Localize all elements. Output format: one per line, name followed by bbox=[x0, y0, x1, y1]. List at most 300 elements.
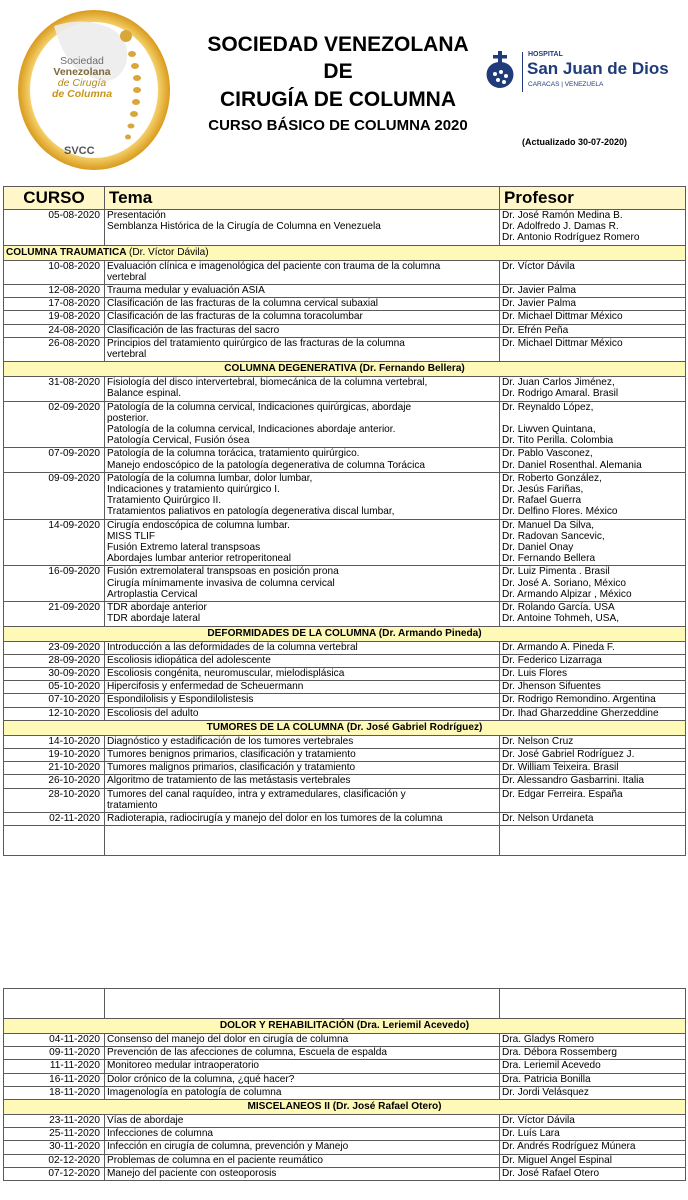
session-topic bbox=[105, 775, 500, 788]
section-header bbox=[4, 626, 686, 641]
session-topic bbox=[105, 788, 500, 812]
session-topic bbox=[105, 654, 500, 667]
title-line-1: SOCIEDAD VENEZOLANA bbox=[207, 33, 469, 56]
logo-acronym: SVCC bbox=[64, 145, 95, 157]
session-date: 02-11-2020 bbox=[4, 812, 105, 825]
title-line-2: DE bbox=[323, 60, 353, 83]
blank-row bbox=[4, 826, 686, 856]
session-topic bbox=[105, 1154, 500, 1167]
blank-cell bbox=[500, 826, 686, 856]
section-title: TUMORES DE LA COLUMNA bbox=[206, 721, 344, 733]
table-header-row bbox=[4, 187, 686, 210]
session-date: 31-08-2020 bbox=[4, 377, 105, 401]
professor-line: Dr. Daniel Onay bbox=[502, 542, 574, 554]
session-professor bbox=[500, 1167, 686, 1180]
topic-line: posterior. bbox=[107, 412, 149, 424]
session-professor bbox=[500, 654, 686, 667]
topic-line: vertebral bbox=[107, 349, 147, 361]
section-header-row bbox=[4, 626, 686, 641]
pomegranate-cross-icon bbox=[482, 50, 518, 90]
table-row bbox=[4, 641, 686, 654]
session-topic bbox=[105, 762, 500, 775]
session-date: 26-08-2020 bbox=[4, 337, 105, 361]
session-professor bbox=[500, 602, 686, 626]
document-header bbox=[0, 0, 688, 182]
session-professor bbox=[500, 260, 686, 284]
table-row bbox=[4, 566, 686, 602]
session-professor bbox=[500, 762, 686, 775]
topic-line: Infecciones de columna bbox=[107, 1128, 214, 1140]
table-row bbox=[4, 1086, 686, 1099]
session-topic bbox=[105, 210, 500, 246]
table-row bbox=[4, 1115, 686, 1128]
session-date: 28-10-2020 bbox=[4, 788, 105, 812]
topic-line: Patología de la columna cervical, Indicaciones quirúrgicas, abordaje bbox=[107, 401, 412, 413]
topic-line: Patología Cervical, Fusión ósea bbox=[107, 435, 250, 447]
professor-line: Dr. Antonio Rodríguez Romero bbox=[502, 232, 640, 244]
topic-line: Escoliosis congénita, neuromuscular, mielodisplásica bbox=[107, 667, 345, 679]
table-row bbox=[4, 667, 686, 680]
topic-line: Vías de abordaje bbox=[107, 1115, 184, 1127]
session-date: 07-12-2020 bbox=[4, 1167, 105, 1180]
professor-line: Dr. Nelson Urdaneta bbox=[502, 812, 594, 824]
professor-line: Dr. Alessandro Gasbarrini. Italia bbox=[502, 775, 644, 787]
table-row bbox=[4, 519, 686, 566]
topic-line: vertebral bbox=[107, 271, 147, 283]
professor-line: Dr. Roberto González, bbox=[502, 472, 602, 484]
section-header bbox=[4, 1100, 686, 1115]
logo-line-4: de Columna bbox=[51, 88, 113, 100]
table-row bbox=[4, 812, 686, 825]
session-topic bbox=[105, 1141, 500, 1154]
session-topic bbox=[105, 1073, 500, 1086]
topic-line: Imagenología en patología de columna bbox=[107, 1086, 282, 1098]
topic-line: Escoliosis idiopática del adolescente bbox=[107, 654, 271, 666]
session-topic bbox=[105, 285, 500, 298]
section-header-row bbox=[4, 245, 686, 260]
logo-line-2: Venezolana bbox=[53, 66, 111, 78]
topic-line: tratamiento bbox=[107, 799, 158, 811]
topic-line: Clasificación de las fracturas del sacro bbox=[107, 324, 280, 336]
session-topic bbox=[105, 1060, 500, 1073]
session-topic bbox=[105, 681, 500, 694]
section-leader: (Dr. José Gabriel Rodríguez) bbox=[346, 721, 483, 733]
session-professor bbox=[500, 681, 686, 694]
session-professor bbox=[500, 788, 686, 812]
table-row bbox=[4, 1141, 686, 1154]
session-topic bbox=[105, 707, 500, 720]
session-professor bbox=[500, 311, 686, 324]
table-row bbox=[4, 401, 686, 448]
topic-line: Manejo endoscópico de la patología degenerativa de columna Torácica bbox=[107, 459, 425, 471]
session-professor bbox=[500, 748, 686, 761]
professor-line: Dra. Patricia Bonilla bbox=[502, 1073, 591, 1085]
session-date: 11-11-2020 bbox=[4, 1060, 105, 1073]
professor-line: Dr. Manuel Da Silva, bbox=[502, 519, 595, 531]
schedule-body bbox=[4, 210, 686, 856]
session-date: 14-09-2020 bbox=[4, 519, 105, 566]
session-professor bbox=[500, 1060, 686, 1073]
session-topic bbox=[105, 298, 500, 311]
table-row bbox=[4, 762, 686, 775]
professor-line: Dr. Armando A. Pineda F. bbox=[502, 641, 615, 653]
topic-line: Balance espinal. bbox=[107, 388, 182, 400]
title-line-3: CIRUGÍA DE COLUMNA bbox=[219, 88, 457, 111]
professor-line bbox=[502, 413, 683, 424]
session-date: 28-09-2020 bbox=[4, 654, 105, 667]
session-professor bbox=[500, 285, 686, 298]
professor-line: Dr. Federico Lizarraga bbox=[502, 654, 602, 666]
page-break bbox=[0, 938, 688, 988]
hospital-name: San Juan de Dios bbox=[527, 59, 669, 78]
session-professor bbox=[500, 1128, 686, 1141]
table-row bbox=[4, 654, 686, 667]
session-topic bbox=[105, 519, 500, 566]
professor-line: Dra. Gladys Romero bbox=[502, 1034, 594, 1045]
session-date: 17-08-2020 bbox=[4, 298, 105, 311]
professor-line: Dr. Nelson Cruz bbox=[502, 735, 574, 747]
session-date: 04-11-2020 bbox=[4, 1034, 105, 1047]
session-topic bbox=[105, 1086, 500, 1099]
session-topic bbox=[105, 667, 500, 680]
table-row bbox=[4, 681, 686, 694]
section-header bbox=[4, 1019, 686, 1034]
session-topic bbox=[105, 641, 500, 654]
topic-line: Escoliosis del adulto bbox=[107, 707, 199, 719]
session-topic bbox=[105, 1047, 500, 1060]
professor-line: Dr. Miguel Ángel Espinal bbox=[502, 1154, 612, 1166]
section-title: COLUMNA DEGENERATIVA bbox=[224, 363, 357, 375]
session-date: 02-12-2020 bbox=[4, 1154, 105, 1167]
professor-line: Dr. José Gabriel Rodríguez J. bbox=[502, 748, 635, 760]
blank-cell bbox=[4, 826, 105, 856]
session-professor bbox=[500, 448, 686, 472]
session-date: 05-10-2020 bbox=[4, 681, 105, 694]
blank-cell bbox=[500, 989, 686, 1019]
session-date: 07-09-2020 bbox=[4, 448, 105, 472]
session-topic bbox=[105, 602, 500, 626]
section-leader: (Dr. Víctor Dávila) bbox=[128, 246, 209, 258]
topic-line: Diagnóstico y estadificación de los tumores vertebrales bbox=[107, 735, 354, 747]
session-date: 30-09-2020 bbox=[4, 667, 105, 680]
professor-line: Dr. Jordi Velásquez bbox=[502, 1086, 589, 1098]
topic-line: Prevención de las afecciones de columna, Escuela de espalda bbox=[107, 1047, 387, 1059]
session-date: 02-09-2020 bbox=[4, 401, 105, 448]
session-topic bbox=[105, 324, 500, 337]
session-date: 09-09-2020 bbox=[4, 472, 105, 519]
blank-row bbox=[4, 989, 686, 1019]
session-topic bbox=[105, 735, 500, 748]
session-professor bbox=[500, 694, 686, 707]
topic-line: Semblanza Histórica de la Cirugía de Columna en Venezuela bbox=[107, 221, 381, 233]
professor-line: Dr. Edgar Ferreira. España bbox=[502, 788, 623, 800]
hospital-city: CARACAS | VENEZUELA bbox=[528, 81, 604, 88]
topic-line: Tumores malignos primarios, clasificación y tratamiento bbox=[107, 762, 356, 774]
session-professor bbox=[500, 667, 686, 680]
session-topic bbox=[105, 1128, 500, 1141]
topic-line: Tumores del canal raquídeo, intra y extramedulares, clasificación y bbox=[107, 788, 406, 800]
table-row bbox=[4, 1167, 686, 1180]
professor-line: Dr. Víctor Dávila bbox=[502, 260, 575, 272]
table-row bbox=[4, 602, 686, 626]
session-topic bbox=[105, 472, 500, 519]
professor-line: Dr. Juan Carlos Jiménez, bbox=[502, 377, 615, 389]
professor-line: Dr. Michael Dittmar México bbox=[502, 337, 623, 349]
hospital-separator bbox=[522, 52, 523, 92]
table-row bbox=[4, 1060, 686, 1073]
professor-line: Dr. Fernando Bellera bbox=[502, 553, 596, 565]
professor-line: Dr. Reynaldo López, bbox=[502, 401, 594, 413]
updated-date: (Actualizado 30-07-2020) bbox=[522, 137, 628, 147]
professor-line: Dr. William Teixeira. Brasil bbox=[502, 762, 619, 774]
professor-line: Dr. Javier Palma bbox=[502, 285, 577, 297]
session-professor bbox=[500, 324, 686, 337]
blank-cell bbox=[105, 989, 500, 1019]
session-date: 19-10-2020 bbox=[4, 748, 105, 761]
topic-line: Infección en cirugía de columna, prevención y Manejo bbox=[107, 1141, 349, 1153]
topic-line: Tratamiento Quirúrgico II. bbox=[107, 495, 222, 507]
session-professor bbox=[500, 298, 686, 311]
session-professor bbox=[500, 1047, 686, 1060]
section-header bbox=[4, 245, 686, 260]
table-row bbox=[4, 788, 686, 812]
professor-line: Dr. Delfino Flores. México bbox=[502, 506, 618, 518]
session-date: 07-10-2020 bbox=[4, 694, 105, 707]
session-date: 18-11-2020 bbox=[4, 1086, 105, 1099]
session-date: 16-11-2020 bbox=[4, 1073, 105, 1086]
table-row bbox=[4, 311, 686, 324]
topic-line: Fusión extremolateral transpsoas en posición prona bbox=[107, 566, 339, 578]
section-title: DOLOR Y REHABILITACIÓN bbox=[219, 1020, 354, 1031]
session-professor bbox=[500, 1154, 686, 1167]
column-header-professor: Profesor bbox=[500, 187, 686, 210]
professor-line: Dr. Rolando García. USA bbox=[502, 602, 615, 614]
professor-line: Dr. Pablo Vasconez, bbox=[502, 448, 593, 460]
topic-line: Radioterapia, radiocirugía y manejo del dolor en los tumores de la columna bbox=[107, 812, 443, 824]
professor-line: Dr. Michael Dittmar México bbox=[502, 311, 623, 323]
table-row bbox=[4, 1034, 686, 1047]
topic-line: TDR abordaje anterior bbox=[107, 602, 207, 614]
table-row bbox=[4, 735, 686, 748]
session-date: 09-11-2020 bbox=[4, 1047, 105, 1060]
session-date: 19-08-2020 bbox=[4, 311, 105, 324]
professor-line: Dr. José Rafael Otero bbox=[502, 1167, 600, 1179]
logo-line-3: de Cirugía bbox=[57, 77, 107, 89]
table-row bbox=[4, 337, 686, 361]
table-row bbox=[4, 210, 686, 246]
session-date: 23-09-2020 bbox=[4, 641, 105, 654]
professor-line: Dr. José A. Soriano, México bbox=[502, 577, 626, 589]
session-date: 12-08-2020 bbox=[4, 285, 105, 298]
logo-text bbox=[32, 56, 132, 100]
professor-line: Dr. Javier Palma bbox=[502, 298, 577, 310]
section-title: COLUMNA TRAUMATICA bbox=[6, 246, 127, 258]
topic-line: Espondilolisis y Espondilolistesis bbox=[107, 694, 254, 706]
session-professor bbox=[500, 210, 686, 246]
session-topic bbox=[105, 1034, 500, 1047]
table-row bbox=[4, 298, 686, 311]
professor-line: Dr. Armando Alpizar , México bbox=[502, 588, 632, 600]
session-professor bbox=[500, 401, 686, 448]
professor-line: Dr. Tito Perilla. Colombia bbox=[502, 435, 614, 447]
professor-line: Dr. Ihad Gharzeddine Gherzeddine bbox=[502, 707, 659, 719]
session-professor bbox=[500, 472, 686, 519]
table-row bbox=[4, 694, 686, 707]
column-header-course: CURSO bbox=[4, 187, 105, 210]
topic-line: Cirugía endoscópica de columna lumbar. bbox=[107, 519, 290, 531]
topic-line: TDR abordaje lateral bbox=[107, 613, 201, 625]
session-date: 05-08-2020 bbox=[4, 210, 105, 246]
session-professor bbox=[500, 519, 686, 566]
topic-line: Algoritmo de tratamiento de las metástasis vertebrales bbox=[107, 775, 351, 787]
session-topic bbox=[105, 566, 500, 602]
topic-line: Tumores benignos primarios, clasificación y tratamiento bbox=[107, 748, 356, 760]
course-schedule-table-page-2 bbox=[3, 988, 686, 1181]
professor-line: Dr. Liwven Quintana, bbox=[502, 424, 596, 436]
topic-line: Principios del tratamiento quirúrgico de las fracturas de la columna bbox=[107, 337, 405, 349]
table-row bbox=[4, 472, 686, 519]
session-topic bbox=[105, 311, 500, 324]
session-topic bbox=[105, 448, 500, 472]
session-date: 30-11-2020 bbox=[4, 1141, 105, 1154]
session-professor bbox=[500, 735, 686, 748]
professor-line: Dr. Jesús Fariñas, bbox=[502, 484, 584, 496]
session-date: 26-10-2020 bbox=[4, 775, 105, 788]
topic-line: Manejo del paciente con osteoporosis bbox=[107, 1167, 277, 1179]
session-professor bbox=[500, 1141, 686, 1154]
professor-line: Dr. Antoine Tohmeh, USA, bbox=[502, 613, 620, 625]
topic-line: Indicaciones y tratamiento quirúrgico I. bbox=[107, 484, 280, 496]
table-row bbox=[4, 1047, 686, 1060]
section-header-row bbox=[4, 1100, 686, 1115]
session-date: 10-08-2020 bbox=[4, 260, 105, 284]
topic-line: Clasificación de las fracturas de la columna toracolumbar bbox=[107, 311, 363, 323]
session-topic bbox=[105, 260, 500, 284]
session-topic bbox=[105, 748, 500, 761]
topic-line: Evaluación clínica e imagenológica del paciente con trauma de la columna bbox=[107, 260, 441, 272]
table-row bbox=[4, 707, 686, 720]
topic-line: Abordajes lumbar anterior retroperitoneal bbox=[107, 553, 292, 565]
professor-line: Dra. Leriemil Acevedo bbox=[502, 1060, 601, 1072]
professor-line: Dr. Adolfredo J. Damas R. bbox=[502, 221, 619, 233]
professor-line: Dr. Rodrigo Amaral. Brasil bbox=[502, 388, 619, 400]
session-date: 12-10-2020 bbox=[4, 707, 105, 720]
session-date: 24-08-2020 bbox=[4, 324, 105, 337]
session-professor bbox=[500, 1073, 686, 1086]
table-row bbox=[4, 448, 686, 472]
topic-line: Problemas de columna en el paciente reumático bbox=[107, 1154, 324, 1166]
topic-line: Trauma medular y evaluación ASIA bbox=[107, 285, 265, 297]
section-leader: (Dr. Fernando Bellera) bbox=[359, 363, 465, 375]
table-row bbox=[4, 260, 686, 284]
session-professor bbox=[500, 707, 686, 720]
professor-line: Dr. Efrén Peña bbox=[502, 324, 569, 336]
professor-line: Dr. Andrés Rodríguez Múnera bbox=[502, 1141, 636, 1153]
session-date: 21-10-2020 bbox=[4, 762, 105, 775]
session-professor bbox=[500, 775, 686, 788]
session-date: 23-11-2020 bbox=[4, 1115, 105, 1128]
topic-line: Cirugía mínimamente invasiva de columna cervical bbox=[107, 577, 335, 589]
topic-line: Tratamientos paliativos en patología degenerativa discal lumbar, bbox=[107, 506, 395, 518]
professor-line: Dr. Luiz Pimenta . Brasil bbox=[502, 566, 610, 578]
logo-line-1: Sociedad bbox=[60, 55, 104, 67]
professor-line: Dr. Rafael Guerra bbox=[502, 495, 582, 507]
professor-line: Dr. Víctor Dávila bbox=[502, 1115, 575, 1127]
session-professor bbox=[500, 641, 686, 654]
topic-line: Patología de la columna torácica, tratamiento quirúrgico. bbox=[107, 448, 360, 460]
hospital-logo bbox=[482, 50, 682, 100]
column-header-topic: Tema bbox=[105, 187, 500, 210]
topic-line: Presentación bbox=[107, 210, 166, 221]
professor-line: Dr. Jhenson Sifuentes bbox=[502, 681, 601, 693]
section-header-row bbox=[4, 362, 686, 377]
session-professor bbox=[500, 1034, 686, 1047]
table-row bbox=[4, 324, 686, 337]
schedule-body-page-2 bbox=[4, 989, 686, 1181]
session-topic bbox=[105, 401, 500, 448]
section-leader: (Dr. Armando Pineda) bbox=[378, 627, 482, 639]
session-professor bbox=[500, 337, 686, 361]
topic-line: Fusión Extremo lateral transpsoas bbox=[107, 542, 261, 554]
session-topic bbox=[105, 694, 500, 707]
section-title: DEFORMIDADES DE LA COLUMNA bbox=[207, 627, 376, 639]
table-row bbox=[4, 775, 686, 788]
topic-line: Introducción a las deformidades de la columna vertebral bbox=[107, 641, 358, 653]
topic-line: Dolor crónico de la columna, ¿qué hacer? bbox=[107, 1073, 295, 1085]
professor-line: Dr. Luís Lara bbox=[502, 1128, 560, 1140]
session-topic bbox=[105, 337, 500, 361]
blank-cell bbox=[4, 989, 105, 1019]
section-header-row bbox=[4, 720, 686, 735]
section-header-row bbox=[4, 1019, 686, 1034]
section-header bbox=[4, 362, 686, 377]
section-leader: (Dr. José Rafael Otero) bbox=[332, 1101, 442, 1113]
session-topic bbox=[105, 1115, 500, 1128]
table-row bbox=[4, 1154, 686, 1167]
session-topic bbox=[105, 377, 500, 401]
course-subtitle: CURSO BÁSICO DE COLUMNA 2020 bbox=[208, 117, 468, 134]
professor-line: Dra. Débora Rossemberg bbox=[502, 1047, 618, 1059]
topic-line: Clasificación de las fracturas de la columna cervical subaxial bbox=[107, 298, 378, 310]
session-date: 21-09-2020 bbox=[4, 602, 105, 626]
session-professor bbox=[500, 566, 686, 602]
table-row bbox=[4, 1073, 686, 1086]
session-date: 25-11-2020 bbox=[4, 1128, 105, 1141]
table-row bbox=[4, 1128, 686, 1141]
section-header bbox=[4, 720, 686, 735]
session-date: 16-09-2020 bbox=[4, 566, 105, 602]
professor-line: Dr. Luis Flores bbox=[502, 667, 568, 679]
session-professor bbox=[500, 1086, 686, 1099]
topic-line: Consenso del manejo del dolor en cirugía de columna bbox=[107, 1034, 349, 1045]
section-leader: (Dra. Leriemil Acevedo) bbox=[356, 1020, 470, 1031]
table-row bbox=[4, 285, 686, 298]
session-professor bbox=[500, 377, 686, 401]
table-row bbox=[4, 377, 686, 401]
professor-line: Dr. Radovan Sancevic, bbox=[502, 530, 605, 542]
session-professor bbox=[500, 1115, 686, 1128]
table-row bbox=[4, 748, 686, 761]
topic-line: Patología de la columna lumbar, dolor lumbar, bbox=[107, 472, 313, 484]
topic-line: MISS TLIF bbox=[107, 530, 156, 542]
session-topic bbox=[105, 1167, 500, 1180]
professor-line: Dr. José Ramón Medina B. bbox=[502, 210, 623, 221]
session-date: 14-10-2020 bbox=[4, 735, 105, 748]
topic-line: Artroplastia Cervical bbox=[107, 588, 198, 600]
session-professor bbox=[500, 812, 686, 825]
hospital-label: HOSPITAL bbox=[528, 51, 563, 58]
section-title: MISCELANEOS II bbox=[247, 1101, 330, 1113]
